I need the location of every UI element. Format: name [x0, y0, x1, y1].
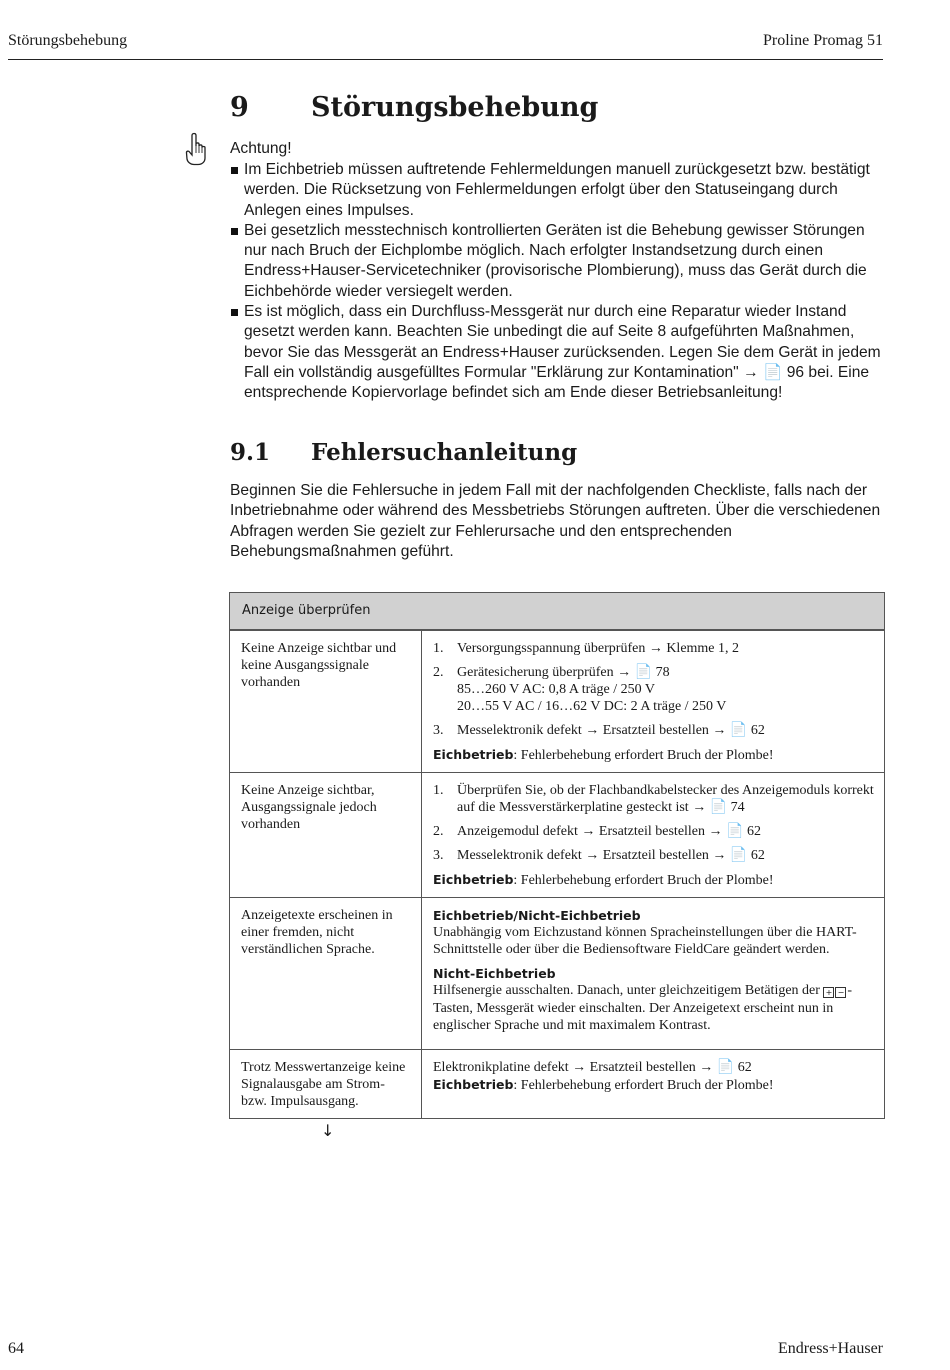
plus-minus-keys-icon: + − — [823, 983, 847, 1000]
table-row — [230, 897, 884, 1049]
warning-item: Es ist möglich, dass ein Durchfluss-Messgerät nur durch eine Reparatur wieder Instand gesetzt werden kann. Beachten Sie unbedingt die auf Seite 8 aufgeführten Maßnahmen, bevor Sie das Messgerät an Endress+Hauser zurücksenden. Legen Sie dem Gerät in jedem Fall ein vollständig ausgefülltes Formular "Erklärung zur Kontamination" → 📄 96 bei. Eine entsprechende Kopiervorlage befindet sich am Ende dieser Betriebsanleitung! — [230, 302, 886, 403]
section-title: Fehlersuchanleitung — [311, 439, 578, 466]
running-header-left: Störungsbehebung — [8, 32, 128, 49]
symptom-cell: Keine Anzeige sichtbar und keine Ausgangssignale vorhanden — [230, 631, 422, 772]
warning-list — [230, 160, 886, 404]
remedy-cell — [422, 631, 884, 772]
chapter-heading — [230, 92, 598, 123]
symptom-cell: Keine Anzeige sichtbar, Ausgangssignale jedoch vorhanden — [230, 773, 422, 897]
remedy-step: 1. Überprüfen Sie, ob der Flachbandkabelstecker des Anzeigemoduls korrekt auf die Messverstärkerplatine gesteckt ist → 📄 74 — [433, 783, 874, 815]
section-heading — [230, 439, 577, 466]
remedy-step: 3. Messelektronik defekt → Ersatzteil bestellen → 📄 62 — [433, 848, 765, 863]
chapter-title: Störungsbehebung — [311, 92, 599, 123]
bullet-square-icon — [231, 228, 238, 235]
section-number: 9.1 — [230, 439, 271, 466]
remedy-step: 1. Versorgungsspannung überprüfen → Klemme 1, 2 — [433, 641, 740, 656]
table-row — [230, 1049, 884, 1118]
warning-label: Achtung! — [230, 140, 292, 157]
remedy-step: 2. Anzeigemodul defekt → Ersatzteil bestellen → 📄 62 — [433, 824, 761, 839]
remedy-cell — [422, 898, 884, 1049]
chapter-number: 9 — [230, 92, 249, 123]
remedy-step: 3. Messelektronik defekt → Ersatzteil bestellen → 📄 62 — [433, 723, 765, 738]
remedy-section: Eichbetrieb/Nicht-Eichbetrieb Unabhängig vom Eichzustand können Spracheinstellungen über die HART-Schnittstelle oder über die Bediensoftware FieldCare geändert werden. — [433, 908, 857, 957]
table-row — [230, 772, 884, 897]
warning-item: Bei gesetzlich messtechnisch kontrollierten Geräten ist die Behebung gewisser Störungen nur nach Bruch der Eichplombe möglich. Nach erfolgter Instandsetzung durch einen Endress+Hauser-Servicetechniker (provisorische Plombierung), muss das Gerät durch die Eichbehörde wieder versiegelt werden. — [230, 221, 886, 302]
remedy-note: Eichbetrieb: Fehlerbehebung erfordert Bruch der Plombe! — [433, 747, 774, 763]
remedy-step: 2. Gerätesicherung überprüfen → 📄 78 85…260 V AC: 0,8 A träge / 250 V 20…55 V AC / 16…62 V DC: 2 A träge / 250 V — [433, 665, 727, 714]
table-row — [230, 630, 884, 772]
bullet-square-icon — [231, 167, 238, 174]
table-header: Anzeige überprüfen — [230, 593, 884, 630]
remedy-cell — [422, 1050, 884, 1118]
header-rule — [8, 59, 883, 60]
page-number: 64 — [8, 1340, 24, 1357]
symptom-cell: Trotz Messwertanzeige keine Signalausgabe am Strom- bzw. Impulsausgang. — [230, 1050, 422, 1118]
remedy-line: Elektronikplatine defekt → Ersatzteil bestellen → 📄 62 — [433, 1060, 752, 1075]
bullet-square-icon — [231, 309, 238, 316]
troubleshooting-table — [229, 592, 885, 1119]
warning-item: Im Eichbetrieb müssen auftretende Fehlermeldungen manuell zurückgesetzt bzw. bestätigt werden. Die Rücksetzung von Fehlermeldungen erfolgt über den Statuseingang durch Anlegen eines Impulses. — [230, 160, 886, 221]
remedy-cell — [422, 773, 884, 897]
continuation-arrow-icon: ↓ — [321, 1121, 335, 1140]
footer-brand: Endress+Hauser — [778, 1340, 883, 1357]
running-header-right: Proline Promag 51 — [763, 32, 883, 49]
symptom-cell: Anzeigetexte erscheinen in einer fremden, nicht verständlichen Sprache. — [230, 898, 422, 1049]
section-intro: Beginnen Sie die Fehlersuche in jedem Fall mit der nachfolgenden Checkliste, falls nach der Inbetriebnahme oder während des Messbetriebs Störungen auftreten. Über die verschiedenen Abfragen werden Sie gezielt zur Fehlerursache und den entsprechenden Behebungsmaßnahmen geführt. — [230, 482, 881, 560]
remedy-section: Nicht-Eichbetrieb Hilfsenergie ausschalten. Danach, unter gleichzeitigem Betätigen der + − -Tasten, Messgerät wieder einschalten. Der Anzeigetext erscheint nun in englischer Sprache und mit maximalem Kontrast. — [433, 966, 853, 1033]
remedy-note: Eichbetrieb: Fehlerbehebung erfordert Bruch der Plombe! — [433, 872, 774, 888]
remedy-note: Eichbetrieb: Fehlerbehebung erfordert Bruch der Plombe! — [433, 1077, 774, 1093]
pointing-hand-icon — [185, 132, 207, 166]
